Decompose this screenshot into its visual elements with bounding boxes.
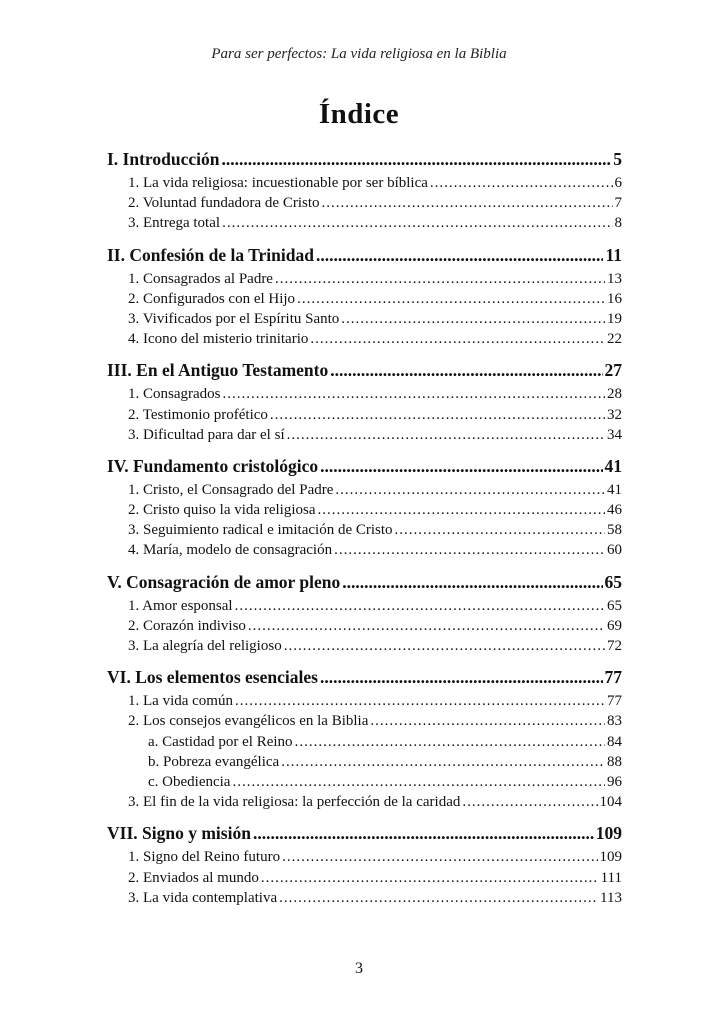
chapter-page-number: 5	[613, 149, 622, 169]
chapter-title: V. Consagración de amor pleno	[107, 571, 341, 592]
entry-page-number: 58	[607, 522, 622, 539]
entry-page-number: 113	[600, 889, 622, 906]
dot-leader	[295, 732, 605, 752]
toc-section-entry	[107, 173, 622, 193]
entry-page-number: 46	[607, 502, 622, 519]
toc-section-entry	[107, 847, 622, 867]
dot-leader	[320, 453, 602, 480]
dot-leader	[430, 173, 613, 193]
toc-section-entry	[107, 500, 622, 520]
entry-page-number: 7	[614, 195, 622, 212]
toc-section-entry	[107, 405, 622, 425]
entry-page-number: 8	[614, 215, 622, 232]
toc-section-entry	[107, 691, 622, 711]
toc-subsection-entry	[107, 752, 622, 772]
entry-title: 3. Seguimiento radical e imitación de Cristo	[128, 522, 393, 539]
entry-title: 2. Testimonio profético	[128, 406, 268, 423]
entry-title: 3. Vivificados por el Espíritu Santo	[128, 310, 340, 327]
dot-leader	[316, 242, 603, 269]
entry-title: 3. La alegría del religioso	[128, 638, 282, 654]
entry-page-number: 69	[607, 617, 622, 634]
chapter-page-number: 11	[605, 244, 622, 265]
entry-page-number: 96	[607, 773, 622, 790]
dot-leader	[270, 405, 605, 425]
toc-chapter-entry	[107, 820, 622, 847]
entry-title: 2. Voluntad fundadora de Cristo	[128, 195, 320, 212]
toc-section	[107, 242, 622, 350]
chapter-title: IV. Fundamento cristológico	[107, 455, 319, 476]
dot-leader	[335, 480, 605, 500]
toc-section-entry	[107, 711, 622, 731]
dot-leader	[297, 289, 605, 309]
entry-title: c. Obediencia	[148, 773, 231, 790]
entry-page-number: 28	[607, 386, 622, 403]
dot-leader	[223, 384, 606, 404]
entry-title: 3. El fin de la vida religiosa: la perfección de la caridad	[128, 794, 461, 811]
entry-title: 4. María, modelo de consagración	[128, 542, 333, 559]
page-title: Índice	[318, 98, 400, 130]
toc-section-entry	[107, 636, 622, 656]
chapter-title: I. Introducción	[107, 149, 220, 169]
entry-page-number: 83	[607, 713, 622, 730]
entry-page-number: 34	[607, 426, 622, 443]
dot-leader	[281, 752, 605, 772]
entry-page-number: 111	[600, 869, 622, 886]
toc-subsection-entry	[107, 772, 622, 792]
toc-chapter-entry	[107, 664, 622, 691]
dot-leader	[317, 500, 605, 520]
dot-leader	[310, 329, 605, 349]
chapter-page-number: 65	[604, 571, 622, 592]
entry-title: 2. Cristo quiso la vida religiosa	[128, 502, 316, 519]
dot-leader	[330, 357, 602, 384]
dot-leader	[279, 888, 598, 908]
entry-title: 1. La vida común	[128, 693, 233, 710]
chapter-page-number: 77	[604, 667, 622, 688]
entry-title: 3. La vida contemplativa	[128, 889, 278, 906]
entry-title: 4. Icono del misterio trinitario	[128, 331, 309, 348]
entry-page-number: 77	[607, 693, 622, 710]
entry-title: 2. Configurados con el Hijo	[128, 290, 296, 307]
toc-chapter-entry	[107, 357, 622, 384]
dot-leader	[287, 425, 605, 445]
entry-page-number: 6	[614, 175, 622, 191]
entry-title: 1. Signo del Reino futuro	[128, 849, 281, 866]
entry-title: 2. Enviados al mundo	[128, 869, 259, 886]
toc-chapter-entry	[107, 569, 622, 596]
toc-section	[107, 357, 622, 445]
dot-leader	[462, 792, 597, 812]
dot-leader	[284, 636, 605, 656]
table-of-contents	[107, 146, 622, 916]
entry-page-number: 88	[607, 753, 622, 770]
running-header: Para ser perfectos: La vida religiosa en la Biblia	[211, 46, 507, 62]
entry-page-number: 84	[607, 733, 622, 750]
dot-leader	[235, 691, 605, 711]
entry-page-number: 19	[607, 310, 622, 327]
toc-section-entry	[107, 888, 622, 908]
entry-title: 1. Amor esponsal	[128, 597, 233, 614]
dot-leader	[282, 847, 597, 867]
dot-leader	[275, 269, 605, 289]
entry-title: 1. Consagrados al Padre	[128, 270, 273, 287]
toc-section-entry	[107, 289, 622, 309]
dot-leader	[395, 520, 605, 540]
entry-title: 1. La vida religiosa: incuestionable por ser bíblica	[128, 175, 428, 191]
toc-section-entry	[107, 868, 622, 888]
toc-section-entry	[107, 193, 622, 213]
dot-leader	[235, 596, 605, 616]
toc-section-entry	[107, 596, 622, 616]
chapter-title: II. Confesión de la Trinidad	[107, 244, 314, 265]
toc-section-entry	[107, 329, 622, 349]
entry-title: 1. Cristo, el Consagrado del Padre	[128, 481, 334, 498]
entry-title: 2. Los consejos evangélicos en la Biblia	[128, 713, 369, 730]
chapter-title: VII. Signo y misión	[107, 823, 251, 844]
chapter-title: III. En el Antiguo Testamento	[107, 360, 329, 381]
entry-page-number: 22	[607, 331, 622, 348]
entry-page-number: 104	[599, 794, 622, 811]
dot-leader	[341, 309, 605, 329]
entry-title: a. Castidad por el Reino	[148, 733, 293, 750]
toc-section-entry	[107, 425, 622, 445]
toc-section-entry	[107, 792, 622, 812]
chapter-title: VI. Los elementos esenciales	[107, 667, 318, 688]
dot-leader	[370, 711, 605, 731]
toc-chapter-entry	[107, 453, 622, 480]
dot-leader	[221, 146, 611, 173]
entry-title: 1. Consagrados	[128, 386, 221, 403]
toc-chapter-entry	[107, 242, 622, 269]
toc-section-entry	[107, 309, 622, 329]
toc-section-entry	[107, 213, 622, 233]
toc-section	[107, 453, 622, 561]
entry-page-number: 72	[607, 638, 622, 654]
entry-page-number: 32	[607, 406, 622, 423]
entry-title: 3. Entrega total	[128, 215, 221, 232]
toc-section	[107, 664, 622, 812]
dot-leader	[320, 664, 603, 691]
entry-page-number: 109	[599, 849, 622, 866]
chapter-page-number: 41	[604, 455, 622, 476]
dot-leader	[222, 213, 612, 233]
dot-leader	[232, 772, 605, 792]
chapter-page-number: 109	[595, 823, 622, 844]
toc-section-entry	[107, 480, 622, 500]
entry-page-number: 16	[607, 290, 622, 307]
toc-section-entry	[107, 384, 622, 404]
dot-leader	[342, 569, 602, 596]
toc-section	[107, 569, 622, 657]
entry-title: 2. Corazón indiviso	[128, 617, 246, 634]
dot-leader	[261, 868, 599, 888]
toc-section-entry	[107, 540, 622, 560]
toc-subsection-entry	[107, 732, 622, 752]
toc-section	[107, 146, 622, 234]
entry-title: 3. Dificultad para dar el sí	[128, 426, 285, 443]
entry-page-number: 41	[607, 481, 622, 498]
dot-leader	[322, 193, 613, 213]
toc-section-entry	[107, 520, 622, 540]
entry-title: b. Pobreza evangélica	[148, 753, 280, 770]
toc-chapter-entry	[107, 146, 622, 173]
entry-page-number: 13	[607, 270, 622, 287]
toc-section-entry	[107, 616, 622, 636]
dot-leader	[334, 540, 605, 560]
dot-leader	[248, 616, 605, 636]
dot-leader	[253, 820, 594, 847]
page-number: 3	[355, 960, 363, 977]
toc-section	[107, 820, 622, 908]
entry-page-number: 65	[607, 597, 622, 614]
toc-section-entry	[107, 269, 622, 289]
entry-page-number: 60	[607, 542, 622, 559]
chapter-page-number: 27	[604, 360, 622, 381]
